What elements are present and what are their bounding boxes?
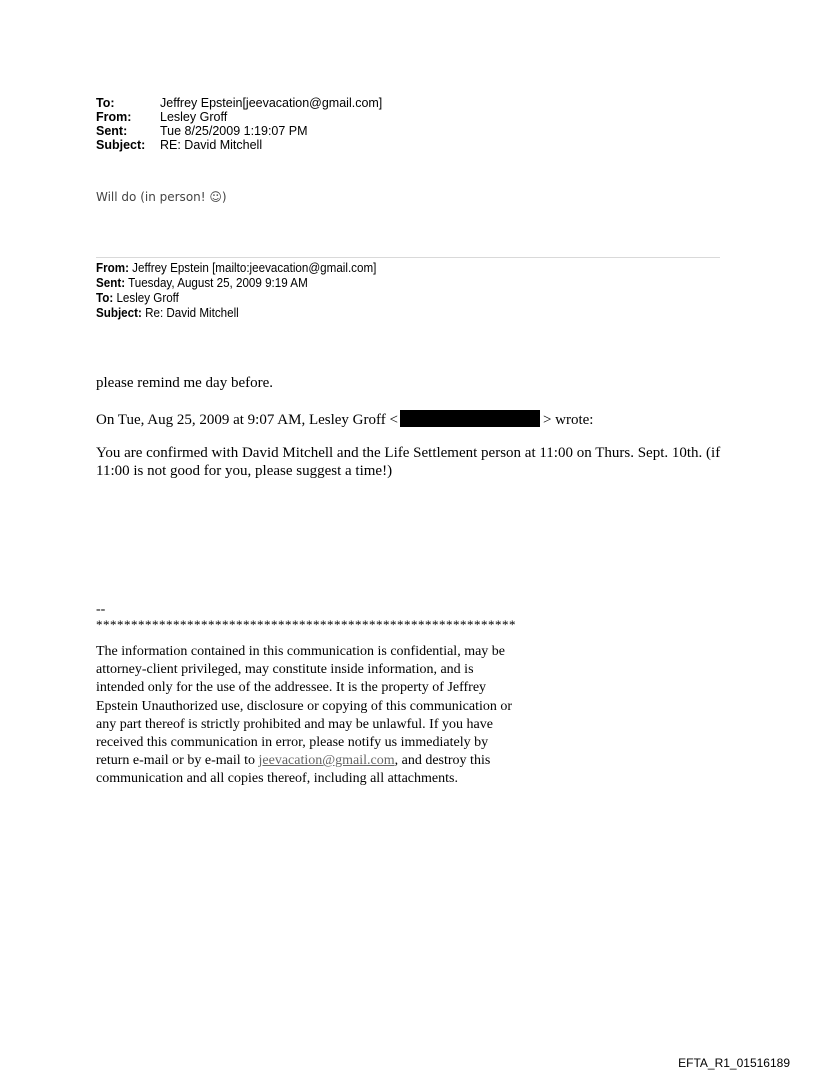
from-value: Lesley Groff <box>160 110 228 124</box>
document-id: EFTA_R1_01516189 <box>678 1056 790 1070</box>
to-value: Jeffrey Epstein[jeevacation@gmail.com] <box>160 96 383 110</box>
quoted-from-value: Jeffrey Epstein [mailto:jeevacation@gmail.com] <box>128 261 377 275</box>
quote-separator <box>96 257 720 258</box>
redaction-box <box>400 410 540 427</box>
attribution-before: On Tue, Aug 25, 2009 at 9:07 AM, Lesley Groff < <box>96 412 398 428</box>
body-line-remind: please remind me day before. <box>96 375 274 391</box>
quoted-from-label: From: <box>96 261 129 275</box>
sent-label: Sent: <box>96 124 128 138</box>
subject-label: Subject: <box>96 138 146 152</box>
header-subject-row <box>96 138 382 152</box>
reply-text: Will do (in person! ☺) <box>96 190 227 204</box>
signature-dash: -- <box>96 602 106 617</box>
attribution-after: > wrote: <box>542 412 594 428</box>
quoted-sent-label: Sent: <box>96 276 126 290</box>
disclaimer-text-end: , and destroy this communication and all copies thereof, including all attachments. <box>96 753 491 787</box>
header-sent-row <box>96 124 382 138</box>
quoted-from-row <box>96 261 376 276</box>
disclaimer-text: The information contained in this communication is confidential, may be attorney-client privileged, may constitute inside information, and is intended only for the use of the addressee. It is the property of Jeffrey Epstein Unauthorized use, disclosure or copying of this communication or any part thereof is strictly prohibited and may be unlawful. If you have received this communication in error, please notify us immediately by return e-mail or by e-mail to <box>96 644 513 769</box>
subject-value: RE: David Mitchell <box>160 138 263 152</box>
disclaimer-email-link[interactable]: jeevacation@gmail.com <box>258 753 395 769</box>
to-label: To: <box>96 96 115 110</box>
quoted-subject-row <box>96 306 376 321</box>
disclaimer <box>96 643 516 789</box>
attribution-line <box>96 410 736 429</box>
quoted-to-value: Lesley Groff <box>113 291 179 305</box>
header-from-row <box>96 110 382 124</box>
confirmation-text: You are confirmed with David Mitchell and the Life Settlement person at 11:00 on Thurs. Sept. 10th. (if 11:00 is not good for you, please suggest a time!) <box>96 445 721 479</box>
quoted-to-row <box>96 291 376 306</box>
sent-value: Tue 8/25/2009 1:19:07 PM <box>160 124 308 138</box>
from-label: From: <box>96 110 132 124</box>
quoted-sent-row <box>96 276 376 291</box>
quoted-header <box>96 261 376 321</box>
quoted-subject-label: Subject: <box>96 306 142 320</box>
header-to-row <box>96 96 382 110</box>
quoted-sent-value: Tuesday, August 25, 2009 9:19 AM <box>125 276 308 290</box>
email-header <box>96 96 382 152</box>
signature-stars: ************************************************************ <box>96 617 516 632</box>
quoted-subject-value: Re: David Mitchell <box>141 306 239 320</box>
quoted-to-label: To: <box>96 291 114 305</box>
